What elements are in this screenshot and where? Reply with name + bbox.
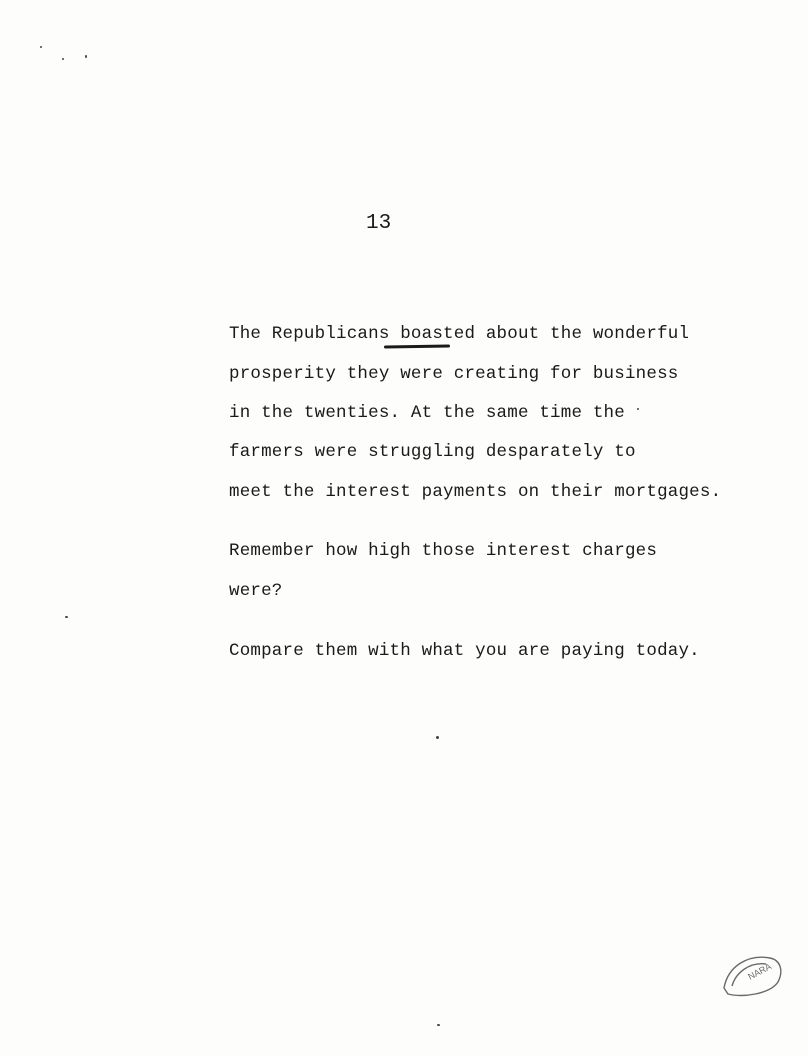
text-line-1: The Republicans boasted about the wonderful (229, 324, 690, 344)
scan-speck (85, 55, 87, 58)
text-line-3: in the twenties. At the same time the (229, 403, 625, 423)
archive-stamp-icon (718, 948, 786, 1000)
text-line-4: farmers were struggling desparately to (229, 442, 636, 462)
text-line-6: Remember how high those interest charges (229, 541, 658, 561)
page-number: 13 (366, 212, 392, 235)
scan-speck (437, 1024, 440, 1026)
text-line-5: meet the interest payments on their mortgages. (229, 482, 722, 502)
handwritten-underline (384, 345, 450, 349)
scan-speck (65, 616, 68, 618)
text-line-7: were? (229, 581, 283, 601)
scan-speck (62, 58, 64, 60)
scan-speck (637, 408, 639, 410)
scan-speck (40, 46, 42, 48)
svg-text:NARA: NARA (746, 961, 774, 982)
scan-speck (436, 736, 439, 739)
text-line-8: Compare them with what you are paying today. (229, 641, 700, 661)
text-line-2: prosperity they were creating for business (229, 364, 679, 384)
